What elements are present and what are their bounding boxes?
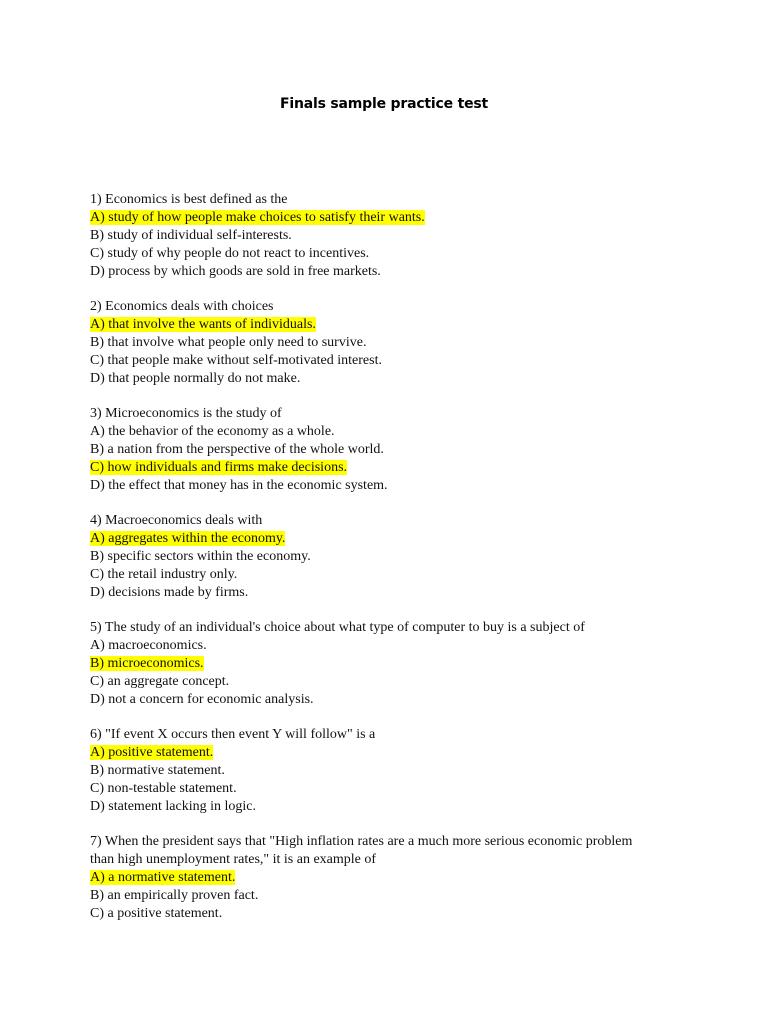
question-7 bbox=[90, 833, 730, 923]
question-list bbox=[90, 191, 730, 940]
answer-option-b: B) specific sectors within the economy. bbox=[90, 549, 311, 564]
answer-option-a: A) macroeconomics. bbox=[90, 638, 207, 653]
answer-option-b: B) normative statement. bbox=[90, 763, 225, 778]
question-stem: 1) Economics is best defined as the bbox=[90, 192, 288, 207]
question-stem: 7) When the president says that "High inflation rates are a much more serious economic problem bbox=[90, 834, 633, 849]
question-6 bbox=[90, 726, 730, 816]
answer-option-a-highlighted: A) positive statement. bbox=[90, 745, 214, 760]
answer-option-d: D) decisions made by firms. bbox=[90, 585, 249, 600]
question-stem: 2) Economics deals with choices bbox=[90, 299, 274, 314]
answer-option-b-highlighted: B) microeconomics. bbox=[90, 656, 204, 671]
question-stem: 6) "If event X occurs then event Y will follow" is a bbox=[90, 727, 376, 742]
answer-option-d: D) the effect that money has in the economic system. bbox=[90, 478, 388, 493]
answer-option-c: C) the retail industry only. bbox=[90, 567, 238, 582]
answer-option-c: C) study of why people do not react to incentives. bbox=[90, 246, 370, 261]
answer-option-c: C) a positive statement. bbox=[90, 906, 223, 921]
question-stem: 5) The study of an individual's choice about what type of computer to buy is a subject of bbox=[90, 620, 585, 635]
answer-option-a-highlighted: A) a normative statement. bbox=[90, 870, 236, 885]
question-5 bbox=[90, 619, 730, 709]
answer-option-d: D) statement lacking in logic. bbox=[90, 799, 257, 814]
answer-option-b: B) that involve what people only need to survive. bbox=[90, 335, 367, 350]
question-4 bbox=[90, 512, 730, 602]
question-3 bbox=[90, 405, 730, 495]
page-title: Finals sample practice test bbox=[280, 96, 488, 112]
answer-option-a: A) the behavior of the economy as a whole. bbox=[90, 424, 335, 439]
answer-option-d: D) process by which goods are sold in free markets. bbox=[90, 264, 381, 279]
answer-option-a-highlighted: A) study of how people make choices to satisfy their wants. bbox=[90, 210, 425, 225]
answer-option-d: D) that people normally do not make. bbox=[90, 371, 301, 386]
question-1 bbox=[90, 191, 730, 281]
question-stem: 3) Microeconomics is the study of bbox=[90, 406, 282, 421]
answer-option-b: B) study of individual self-interests. bbox=[90, 228, 292, 243]
answer-option-c: C) that people make without self-motivated interest. bbox=[90, 353, 382, 368]
answer-option-b: B) an empirically proven fact. bbox=[90, 888, 259, 903]
answer-option-c: C) non-testable statement. bbox=[90, 781, 237, 796]
answer-option-c-highlighted: C) how individuals and firms make decisions. bbox=[90, 460, 348, 475]
answer-option-d: D) not a concern for economic analysis. bbox=[90, 692, 314, 707]
answer-option-a-highlighted: A) that involve the wants of individuals. bbox=[90, 317, 316, 332]
answer-option-c: C) an aggregate concept. bbox=[90, 674, 230, 689]
answer-option-b: B) a nation from the perspective of the whole world. bbox=[90, 442, 384, 457]
question-2 bbox=[90, 298, 730, 388]
question-stem-continued: than high unemployment rates," it is an example of bbox=[90, 852, 377, 867]
answer-option-a-highlighted: A) aggregates within the economy. bbox=[90, 531, 286, 546]
question-stem: 4) Macroeconomics deals with bbox=[90, 513, 263, 528]
